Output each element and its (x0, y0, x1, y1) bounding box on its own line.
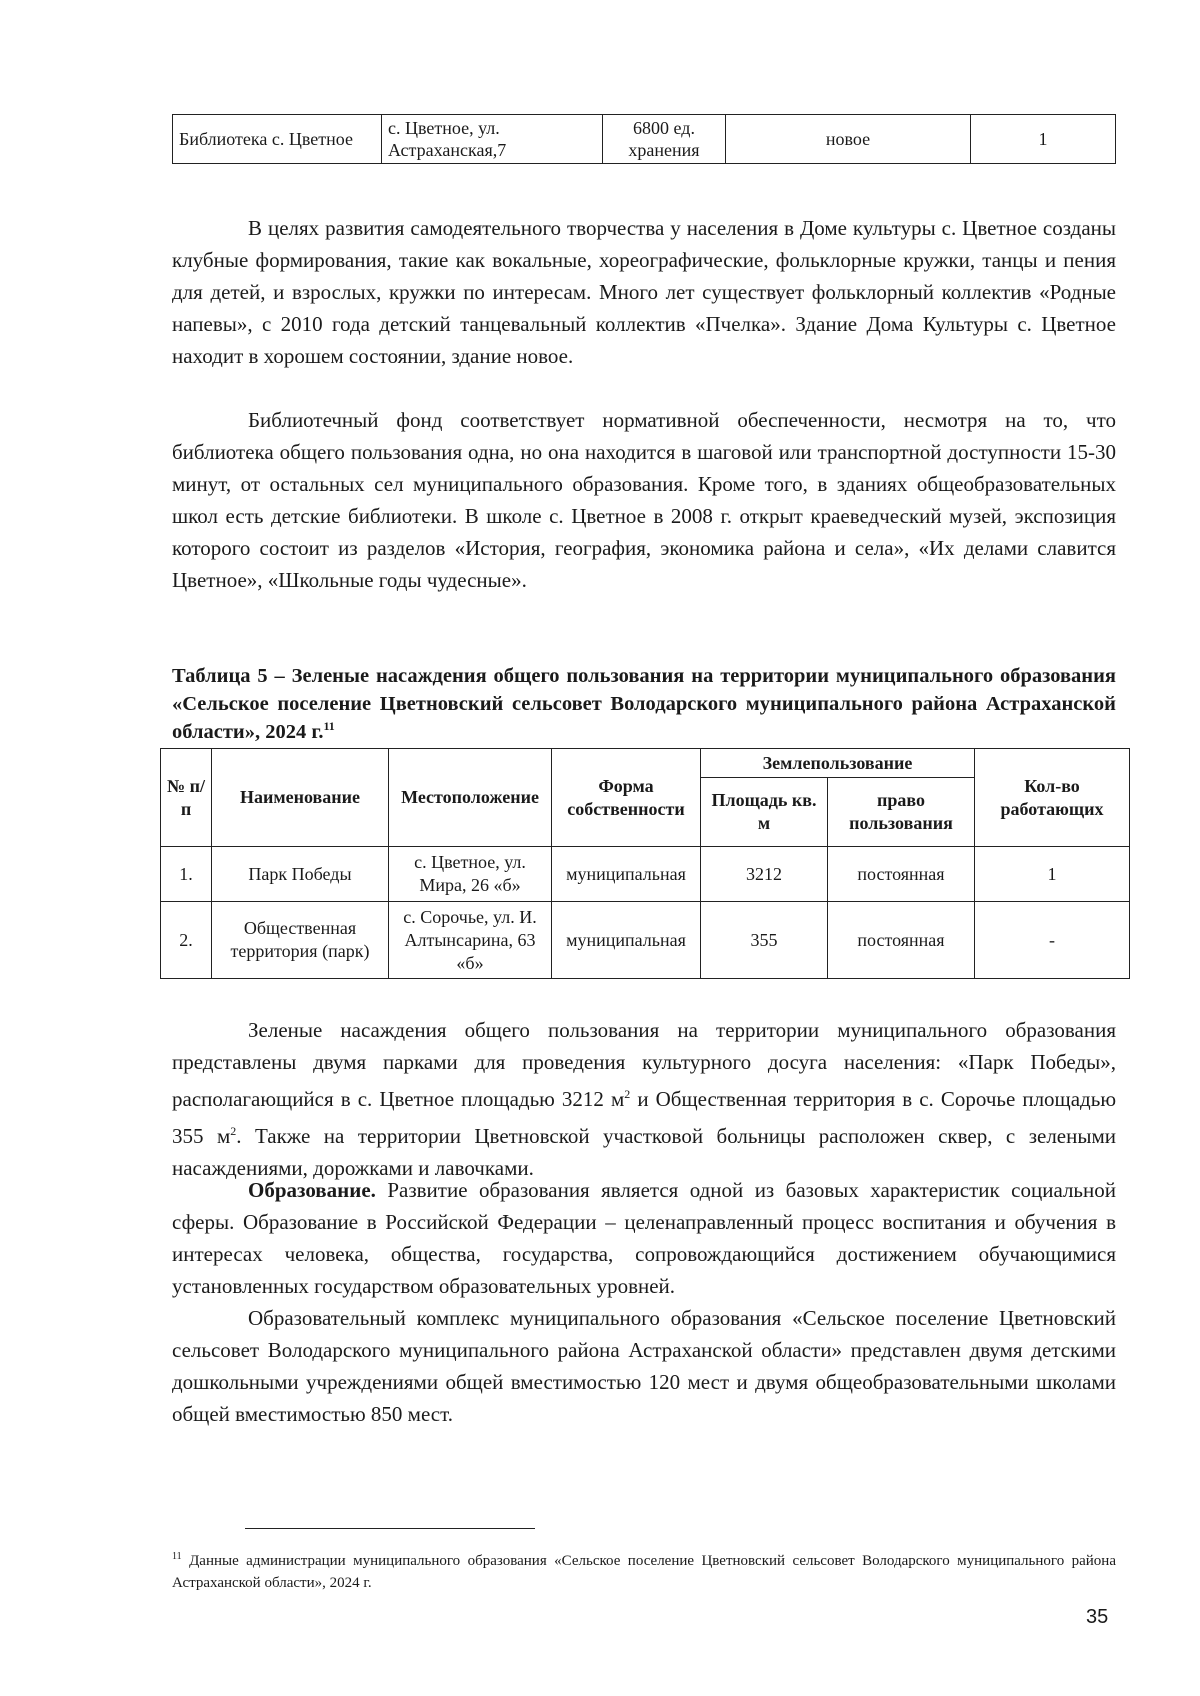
table-row (161, 902, 1130, 979)
caption-text: Таблица 5 – Зеленые насаждения общего пользования на территории муниципального образования «Сельское поселение Цветновский сельсовет Володарского муниципального района Астраханской области», 2024 г. (172, 665, 1116, 743)
table-cell: 2. (161, 902, 212, 979)
table-cell: 6800 ед. хранения (603, 115, 726, 164)
table-cell: - (975, 902, 1130, 979)
paragraph-culture: В целях развития самодеятельного творчества у населения в Доме культуры с. Цветное созданы клубные формирования, такие как вокальные, хореографические, фольклорные кружки, танцы и пения для детей, и взрослых, кружки по интересам. Много лет существует фольклорный коллектив «Родные напевы», с 2010 года детский танцевальный коллектив «Пчелка». Здание Дома Культуры с. Цветное находит в хорошем состоянии, здание новое. (172, 216, 1116, 368)
footnote-number: 11 (172, 1551, 182, 1562)
text-span: и Общественная территория в с. Сорочье площадью 355 м (172, 1087, 1117, 1148)
header-land-use: Землепользование (701, 749, 975, 778)
table-header-row (161, 749, 1130, 778)
header-location: Местоположение (389, 749, 552, 847)
table-cell: Парк Победы (212, 847, 389, 902)
table-cell: с. Цветное, ул. Мира, 26 «б» (389, 847, 552, 902)
paragraph-library: Библиотечный фонд соответствует нормативной обеспеченности, несмотря на то, что библиотека общего пользования одна, но она находится в шаговой или транспортной доступности 15-30 минут, от остальных сел муниципального образования. Кроме того, в зданиях общеобразовательных школ есть детские библиотеки. В школе с. Цветное в 2008 г. открыт краеведческий музей, экспозиция которого состоит из разделов «История, география, экономика района и села», «Их делами славится Цветное», «Школьные годы чудесные». (172, 408, 1116, 592)
text-span: . Также на территории Цветновской участковой больницы расположен сквер, с зелеными насаждениями, дорожками и лавочками. (172, 1124, 1116, 1180)
table-cell: 355 (701, 902, 828, 979)
table-cell: Общественная территория (парк) (212, 902, 389, 979)
table-cell: 3212 (701, 847, 828, 902)
table-cell: 1 (975, 847, 1130, 902)
table-caption (172, 662, 1116, 746)
library-table (172, 114, 1116, 164)
table-cell: с. Цветное, ул. Астраханская,7 (382, 115, 603, 164)
table-cell: муниципальная (552, 902, 701, 979)
table-row (173, 115, 1116, 164)
education-heading: Образование. (248, 1178, 376, 1202)
superscript: 2 (230, 1124, 237, 1138)
text-span: Зеленые насаждения общего пользования на территории муниципального образования представлены двумя парками для проведения культурного досуга населения: «Парк Победы», располагающийся в с. Цветное площадью 3212 м (172, 1018, 1116, 1111)
header-name: Наименование (212, 749, 389, 847)
table-cell: 1 (971, 115, 1116, 164)
header-ownership: Форма собственности (552, 749, 701, 847)
table-cell: новое (726, 115, 971, 164)
table-cell: муниципальная (552, 847, 701, 902)
header-area: Площадь кв. м (701, 778, 828, 847)
paragraph-education (172, 1174, 1116, 1302)
table-cell: постоянная (828, 902, 975, 979)
table-cell: с. Сорочье, ул. И. Алтынсарина, 63 «б» (389, 902, 552, 979)
header-num: № п/п (161, 749, 212, 847)
table-cell: постоянная (828, 847, 975, 902)
footnote (172, 1546, 1116, 1594)
superscript: 2 (624, 1087, 631, 1101)
paragraph-education-complex: Образовательный комплекс муниципального образования «Сельское поселение Цветновский сельсовет Володарского муниципального района Астраханской области» представлен двумя детскими дошкольными учреждениями общей вместимостью 120 мест и двумя общеобразовательными школами общей вместимостью 850 мест. (172, 1306, 1116, 1426)
header-staff: Кол-во работающих (975, 749, 1130, 847)
footnote-separator (245, 1528, 535, 1529)
table-row (161, 847, 1130, 902)
paragraph-green-spaces (172, 1014, 1116, 1184)
text-span: Развитие образования является одной из базовых характеристик социальной сферы. Образование в Российской Федерации – целенаправленный процесс воспитания и обучения в интересах человека, общества, государства, сопровождающийся достижением обучающимися установленных государством образовательных уровней. (172, 1178, 1116, 1298)
footnote-text: Данные администрации муниципального образования «Сельское поселение Цветновский сельсовет Володарского муниципального района Астраханской области», 2024 г. (172, 1553, 1116, 1591)
table-cell: Библиотека с. Цветное (173, 115, 382, 164)
page-number: 35 (1086, 1606, 1109, 1628)
table-cell: 1. (161, 847, 212, 902)
footnote-ref: 11 (323, 719, 335, 734)
green-spaces-table (160, 748, 1130, 979)
header-right: право пользования (828, 778, 975, 847)
